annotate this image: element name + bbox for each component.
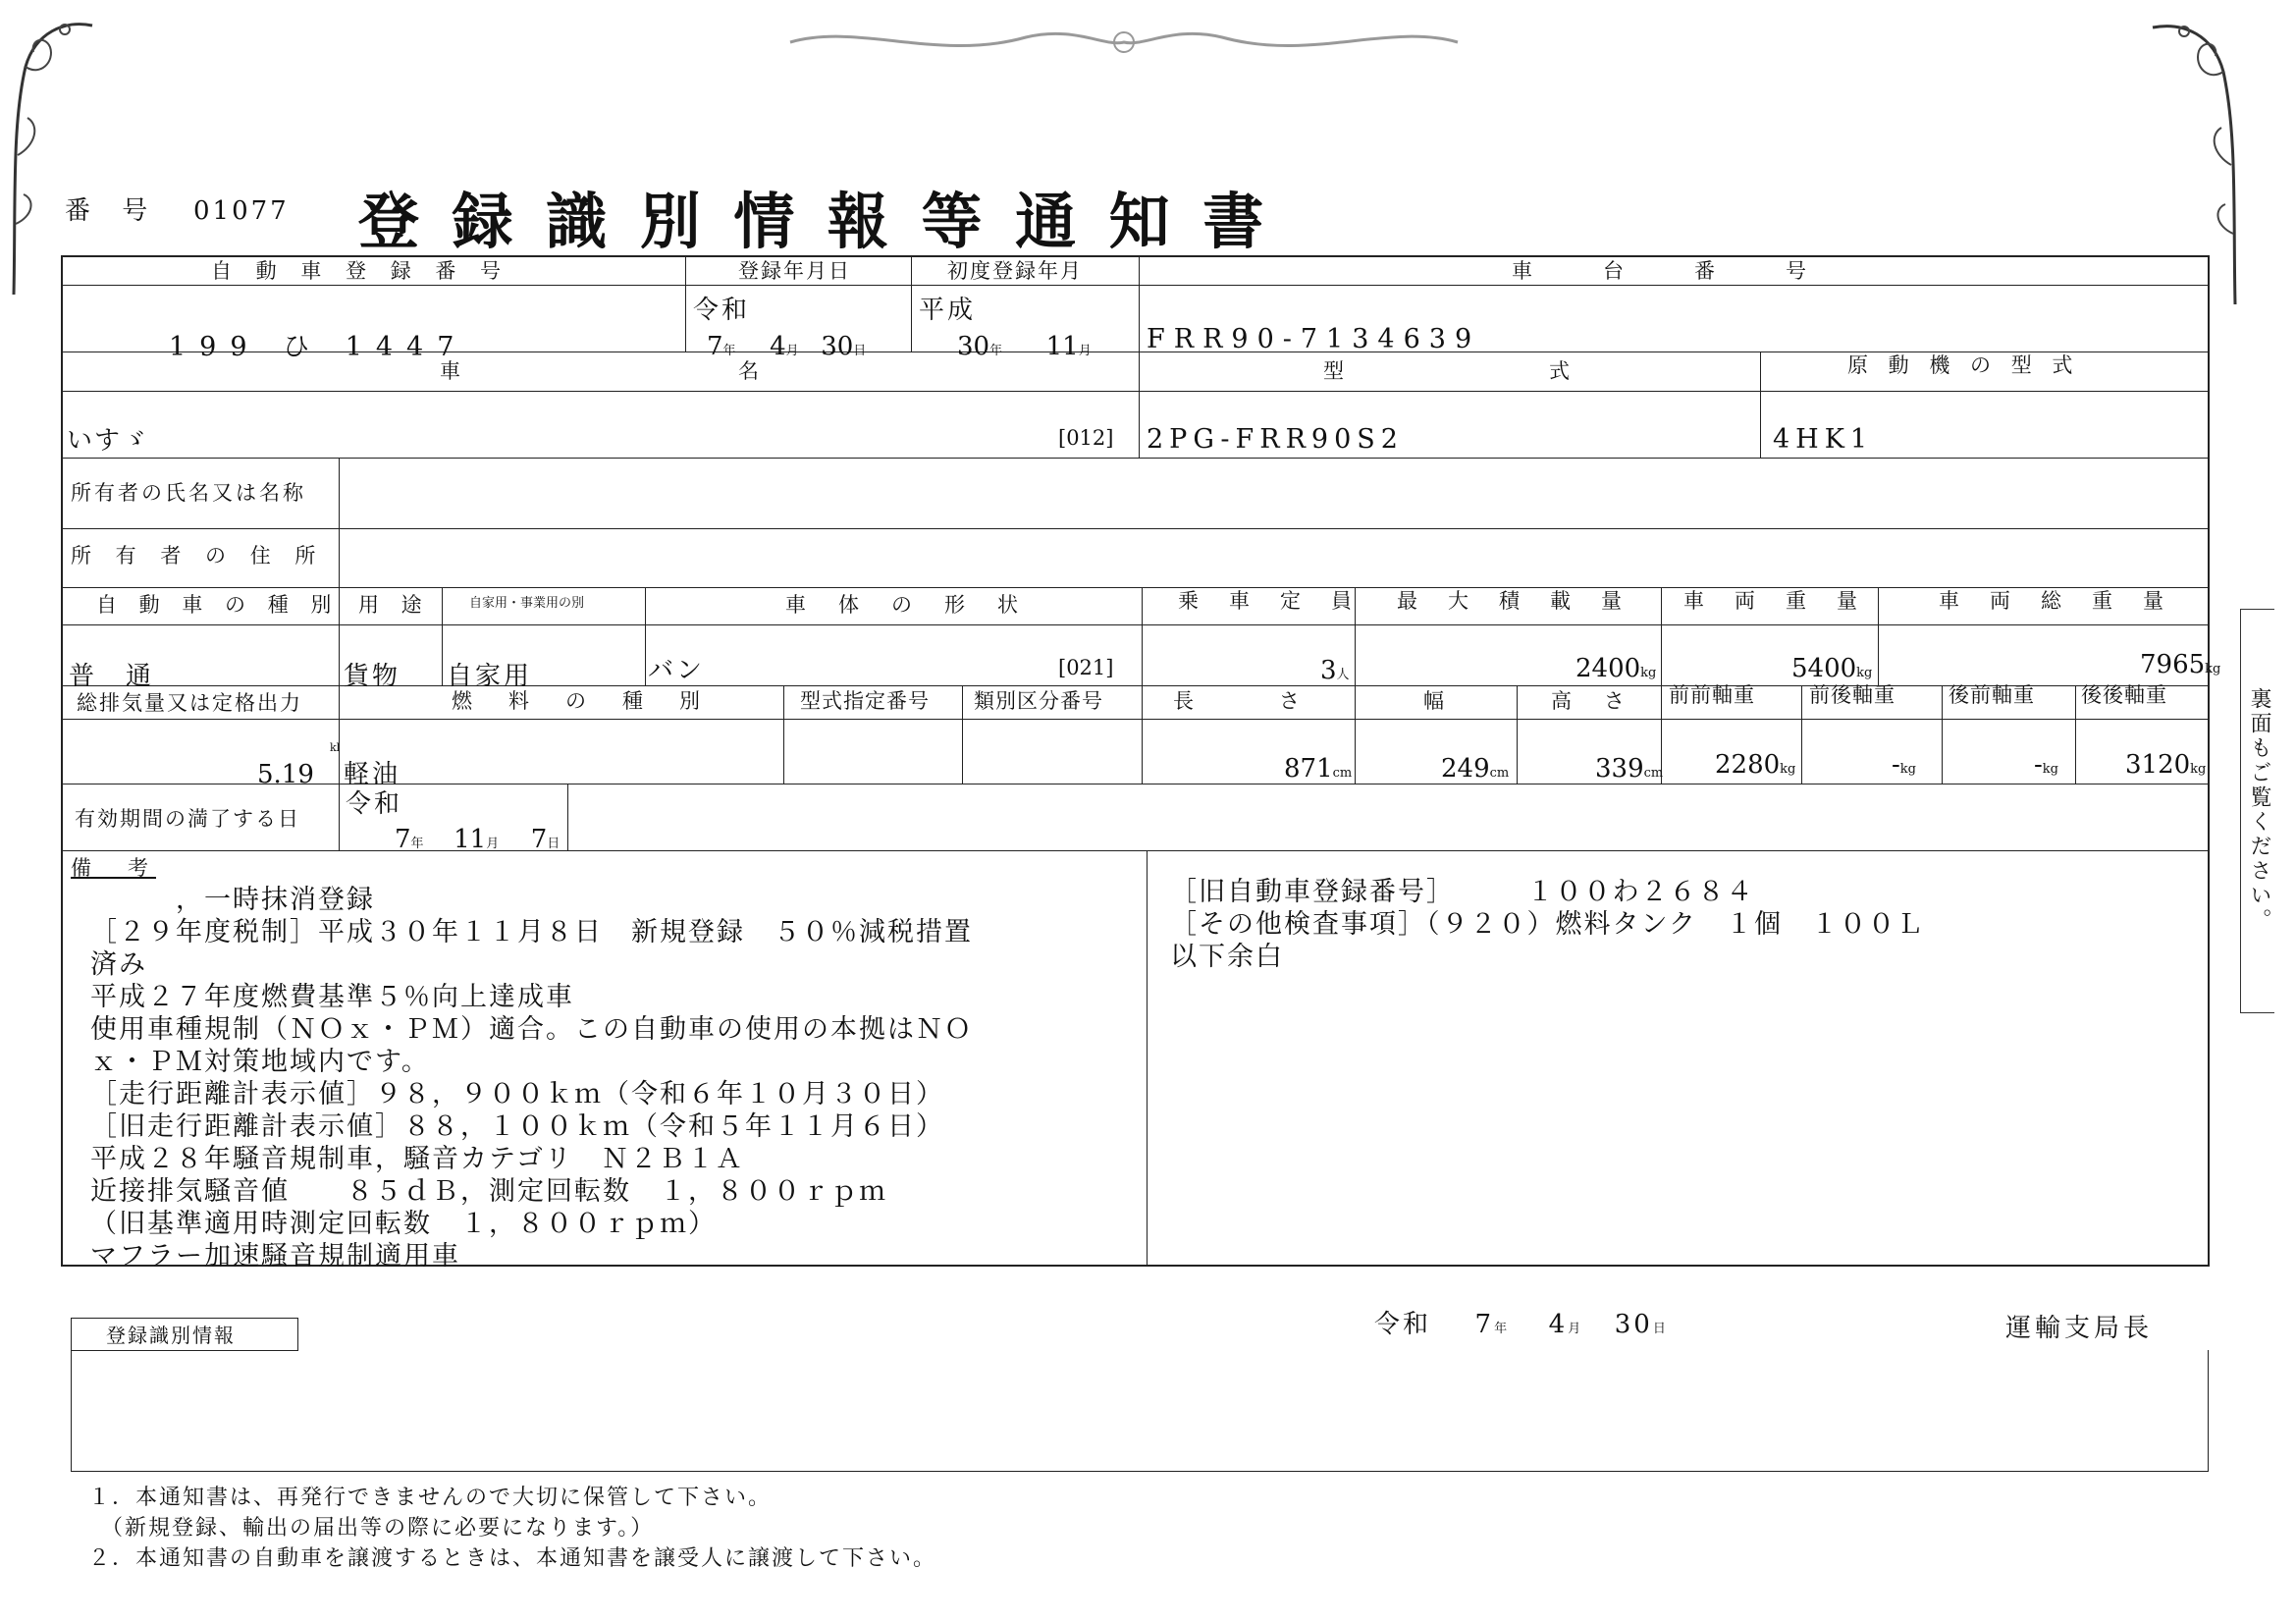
id-info-box [71,1350,2209,1472]
issue-date: 令和 7年 4月 30日 [1374,1310,1666,1339]
first-reg-value: 30年 11月 [957,332,1092,361]
remark-line: 済み [90,949,147,980]
private-business-value: 自家用 [447,662,533,691]
header-displacement: 総排気量又は定格出力 [77,691,302,715]
header-model-a: 型 [1323,359,1346,383]
max-load-value: 2400kg [1575,654,1657,683]
remarks-left [90,884,1141,1272]
header-length: 長 さ [1173,689,1306,713]
header-car-name-b: 名 [738,359,761,383]
remark-line: （旧基準適用時測定回転数 １，８００ｒｐｍ） [90,1209,717,1239]
header-rf-axle: 後前軸重 [1949,683,2035,707]
number-label: 番 号 [65,196,160,226]
header-fr-axle: 前後軸重 [1809,683,1896,707]
header-remarks: 備 考 [71,856,156,880]
top-center-ornament [780,18,1468,67]
header-owner-name: 所有者の氏名又は名称 [71,481,306,505]
authority: 運輸支局長 [2005,1314,2154,1343]
header-capacity: 乗 車 定 員 [1178,589,1357,613]
body-shape-value: バン [648,656,706,685]
expiry-date-value: 7年 11月 7日 [395,825,561,854]
header-reg-date: 登録年月日 [738,259,851,283]
header-owner-address: 所 有 者 の 住 所 [71,544,325,568]
remark-line: １．本通知書は、再発行できませんので大切に保管して下さい。 [88,1486,773,1510]
header-first-reg: 初度登録年月 [947,259,1083,283]
model-value: 2PG-FRR90S2 [1147,424,1404,455]
remark-line: 近接排気騒音値 ８５ｄＢ，測定回転数 １，８００ｒｐｍ [90,1176,887,1207]
displacement-unit: kl [330,741,341,754]
car-name-code: [012] [1058,426,1114,450]
fuel-type-value: 軽油 [344,760,401,789]
header-height: 高 さ [1551,689,1630,713]
ff-axle-value: 2280kg [1715,750,1796,780]
expiry-era: 令和 [346,789,403,819]
header-engine-model: 原 動 機 の 型 式 [1847,353,2080,377]
capacity-value: 3人 [1320,656,1350,685]
header-rr-axle: 後後軸重 [2081,683,2167,707]
remark-line: ［走行距離計表示値］９８，９００ｋｍ（令和６年１０月３０日） [90,1079,944,1109]
body-code: [021] [1058,656,1114,679]
header-max-load: 最 大 積 載 量 [1397,589,1627,613]
header-private-business: 自家用・事業用の別 [469,596,585,611]
header-gross-weight: 車 両 総 重 量 [1939,589,2168,613]
remark-line: ［旧自動車登録番号］ １００わ２６８４ [1170,877,1755,907]
header-model-b: 式 [1549,359,1572,383]
displacement-value: 5.19 [257,760,314,789]
header-vehicle-weight: 車 両 重 量 [1683,589,1862,613]
remark-line: 以下余白 [1170,942,1284,972]
car-name-value: いすゞ [67,426,150,456]
remark-line: ［２９年度税制］平成３０年１１月８日 新規登録 ５０％減税措置 [90,917,973,947]
header-category-number: 類別区分番号 [974,689,1103,713]
height-value: 339cm [1595,754,1664,784]
remark-line: ｘ・ＰＭ対策地域内です。 [90,1047,430,1077]
header-width: 幅 [1423,689,1446,713]
vehicle-kind-value: 普 通 [69,662,155,691]
remark-line: （新規登録、輸出の届出等の際に必要になります。） [88,1516,655,1541]
document-number: 01077 [193,196,290,226]
rf-axle-value: -kg [2034,750,2058,780]
header-vehicle-kind: 自 動 車 の 種 別 [96,593,340,617]
remark-line: ，一時抹消登録 [90,885,375,915]
vehicle-weight-value: 5400kg [1791,654,1873,683]
reg-era: 令和 [693,296,751,325]
chassis-number-value: FRR90-7134639 [1147,324,1481,354]
engine-model-value: 4HK1 [1773,424,1874,455]
remark-line: ［その他検査事項］（９２０）燃料タンク １個 １００Ｌ [1170,909,1925,940]
fr-axle-value: -kg [1892,750,1916,780]
remark-line: マフラー加速騒音規制適用車 [90,1241,460,1271]
remark-line: ２．本通知書の自動車を譲渡するときは、本通知書を譲受人に譲渡して下さい。 [88,1546,937,1571]
header-fuel-type: 燃 料 の 種 別 [452,689,708,713]
reg-date-value: 7年 4月 30日 [707,332,867,361]
reg-number-value: 199 ひ 1447 [169,332,468,362]
remark-line: 使用車種規制（ＮＯｘ・ＰＭ）適合。この自動車の使用の本拠はＮＯ [90,1014,973,1045]
remark-line: 平成２８年騒音規制車，騒音カテゴリ Ｎ２Ｂ１Ａ [90,1144,744,1174]
first-reg-era: 平成 [919,296,977,325]
header-type-designation: 型式指定番号 [800,689,930,713]
remark-line: ［旧走行距離計表示値］８８，１００ｋｍ（令和５年１１月６日） [90,1111,944,1142]
header-body-shape: 車 体 の 形 状 [785,593,1024,617]
header-reg-number: 自 動 車 登 録 番 号 [211,259,510,283]
footer-notes [88,1483,1659,1574]
remarks-right [1170,876,2152,973]
use-value: 貨物 [344,662,401,691]
length-value: 871cm [1284,754,1353,784]
header-use: 用 途 [358,593,430,617]
header-expiry: 有効期間の満了する日 [75,807,300,831]
side-note: 裏面もご覧ください。 [2247,687,2271,933]
id-info-label: 登録識別情報 [106,1324,236,1347]
rr-axle-value: 3120kg [2125,750,2207,780]
header-car-name-a: 車 [440,359,462,383]
header-chassis: 車 台 番 号 [1512,259,1816,283]
width-value: 249cm [1441,754,1510,784]
gross-weight-value: 7965kg [2140,650,2221,679]
header-ff-axle: 前前軸重 [1669,683,1755,707]
remark-line: 平成２７年度燃費基準５％向上達成車 [90,982,574,1012]
document-title: 登 録 識 別 情 報 等 通 知 書 [358,186,1270,257]
